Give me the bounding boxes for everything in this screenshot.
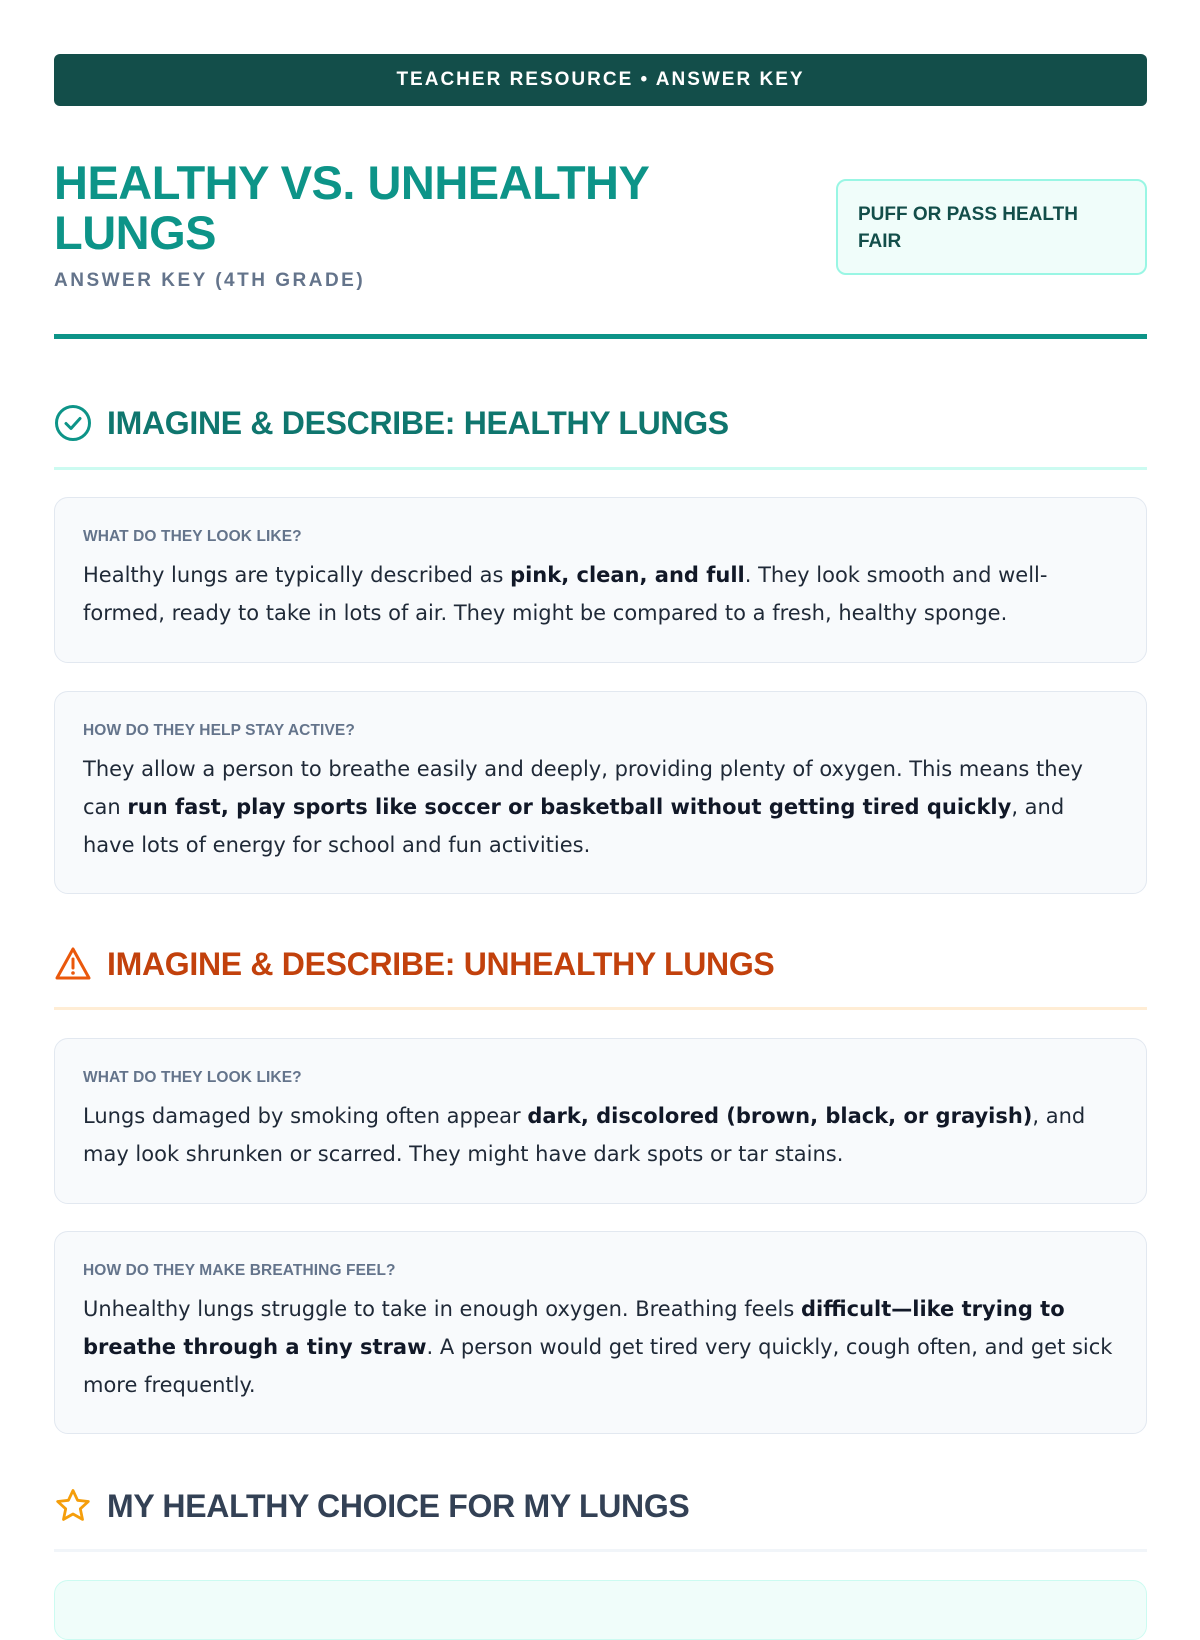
card-answer-text: Unhealthy lungs struggle to take in enough oxygen. Breathing feels difficult—like trying to breathe through a tiny straw. A person would get tired very quickly, cough often, and get sick more frequently. [83, 1297, 1113, 1397]
unhealthy-look-card [54, 1038, 1147, 1204]
title-block [54, 158, 774, 292]
teacher-resource-banner [54, 54, 1147, 106]
section-healthy-rule [54, 467, 1147, 470]
section-choice-title: MY HEALTHY CHOICE FOR MY LUNGS [107, 1487, 690, 1524]
banner-text: TEACHER RESOURCE • ANSWER KEY [396, 69, 805, 90]
star-icon [54, 1487, 92, 1525]
healthy-active-card [54, 691, 1147, 894]
card-label: HOW DO THEY HELP STAY ACTIVE? [83, 722, 355, 739]
warning-triangle-icon [54, 945, 92, 983]
card-answer-text: Lungs damaged by smoking often appear dark, discolored (brown, black, or grayish), and may look shrunken or scarred. They might have dark spots or tar stains. [83, 1104, 1086, 1166]
card-answer-text: They allow a person to breathe easily and deeply, providing plenty of oxygen. This means they can run fast, play sports like soccer or basketball without getting tired quickly, and have lots of energy for school and fun activities. [83, 757, 1083, 857]
check-circle-icon [54, 404, 92, 442]
section-choice-heading [54, 1487, 1147, 1525]
card-label: WHAT DO THEY LOOK LIKE? [83, 528, 302, 545]
section-healthy-title: IMAGINE & DESCRIBE: HEALTHY LUNGS [107, 404, 729, 441]
unhealthy-breathing-card [54, 1231, 1147, 1434]
healthy-look-card [54, 497, 1147, 663]
card-answer-text: Healthy lungs are typically described as pink, clean, and full. They look smooth and well-formed, ready to take in lots of air. They might be compared to a fresh, healthy sponge. [83, 563, 1048, 625]
event-badge [836, 179, 1147, 275]
section-unhealthy-heading [54, 945, 1147, 983]
section-unhealthy-title: IMAGINE & DESCRIBE: UNHEALTHY LUNGS [107, 945, 775, 982]
healthy-choice-card [54, 1580, 1147, 1640]
card-label: HOW DO THEY MAKE BREATHING FEEL? [83, 1262, 396, 1279]
page-subtitle: ANSWER KEY (4TH GRADE) [54, 270, 366, 291]
event-badge-text: PUFF OR PASS HEALTH FAIR [858, 204, 1078, 252]
section-healthy-heading [54, 404, 1147, 442]
page-title: HEALTHY VS. UNHEALTHY LUNGS [54, 156, 649, 259]
section-unhealthy-rule [54, 1007, 1147, 1010]
title-divider [54, 334, 1147, 339]
section-choice-rule [54, 1549, 1147, 1552]
card-label: WHAT DO THEY LOOK LIKE? [83, 1069, 302, 1086]
